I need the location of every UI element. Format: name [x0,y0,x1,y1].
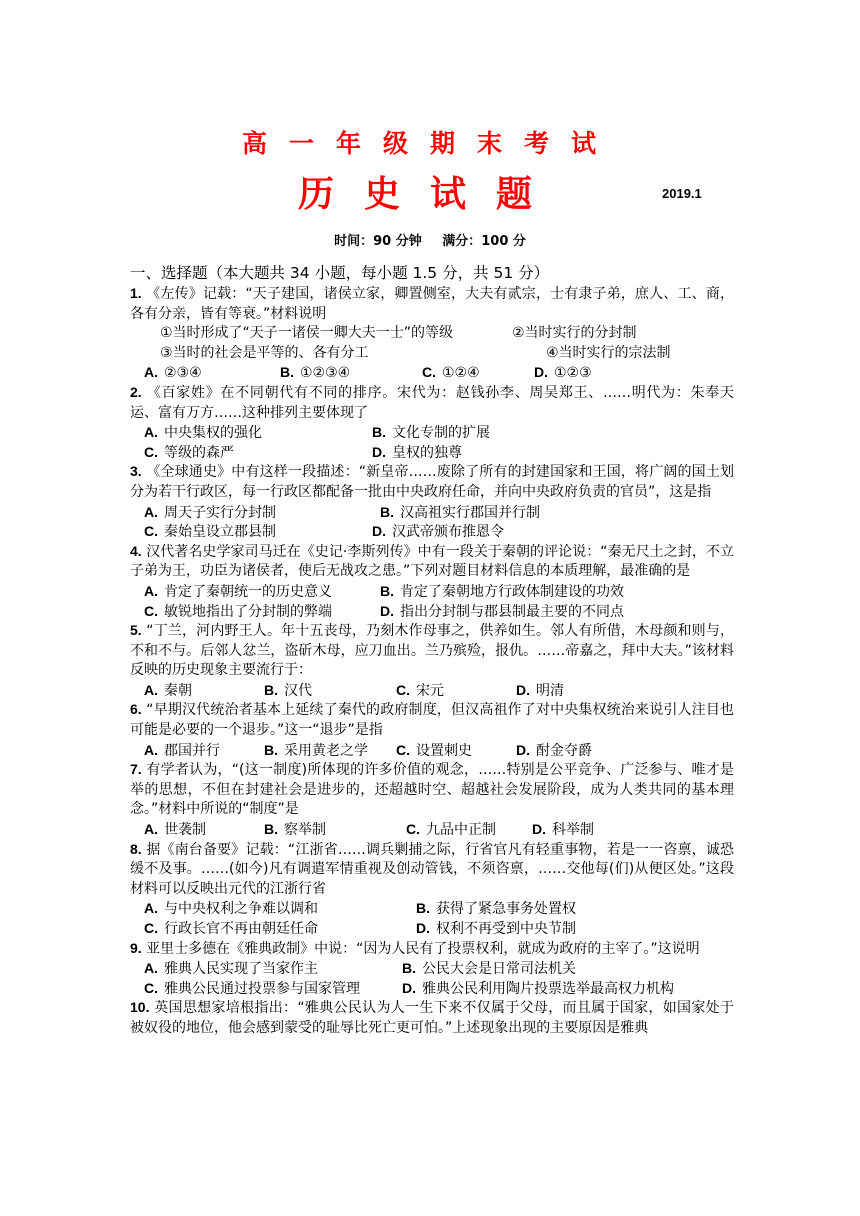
options-row [130,899,734,919]
options-row [130,959,734,979]
exam-time: 时间：90 分钟 [334,234,422,249]
exam-score: 满分：100 分 [442,234,526,249]
exam-year: 2019.1 [662,186,702,201]
option: C. 敏锐地指出了分封制的弊端 [144,602,332,620]
question [130,840,734,939]
options-row [130,423,734,443]
statement: ②当时实行的分封制 [512,325,637,342]
options-row [130,443,734,463]
question-text: 有学者认为，“(这一制度)所体现的许多价值的观念，……特别是公平竞争、广泛参与、唯才是举的思想，不但在封建社会是进步的，还超越时空、超越社会发展阶段，成为人类共同的基本理念。”材料中所说的“制度”是 [130,762,734,818]
question-number: 8. [130,840,142,857]
question-number: 2. [130,383,142,400]
option: B. 肯定了秦朝地方行政体制建设的功效 [380,582,624,600]
question-number: 10. [130,999,150,1016]
option: D. 酎金夺爵 [516,741,592,759]
statement: ③当时的社会是平等的、各有分工 [160,344,369,361]
option: A. 与中央权利之争难以调和 [144,900,318,918]
question-number: 7. [130,761,142,778]
question [130,760,734,839]
option: A. 中央集权的强化 [144,424,262,442]
question-area [130,262,734,1039]
option: C. 秦始皇设立郡县制 [144,523,276,541]
option: D. 权利不再受到中央节制 [416,920,576,937]
question-number: 9. [130,939,142,956]
statement-row [130,324,734,344]
question-number: 4. [130,542,142,559]
question [130,998,734,1038]
question-number: 3. [130,463,142,480]
option: B. 获得了紧急事务处置权 [416,900,576,918]
option: C. 雅典公民通过投票参与国家管理 [144,979,360,997]
question-number: 6. [130,701,142,718]
option: C. 行政长官不再由朝廷任命 [144,920,318,937]
question-text: 亚里士多德在《雅典政制》中说：“因为人民有了投票权利，就成为政府的主宰了。”这说明 [146,940,700,957]
options-row [130,979,734,999]
options-row [130,919,734,939]
option: D. ①②③ [534,364,592,382]
question-text: “早期汉代统治者基本上延续了秦代的政府制度，但汉高祖作了对中央集权统治来说引人注目也可能是必要的一个退步。”这一“退步”是指 [130,702,734,739]
question-text: 《百家姓》在不同朝代有不同的排序。宋代为：赵钱孙李、周吴郑王、……明代为：朱奉天运、富有万方……这种排列主要体现了 [130,384,735,421]
option: B. 察举制 [264,821,326,839]
options-row [130,582,734,602]
option: C. 等级的森严 [144,443,234,461]
question [130,621,734,700]
option: B. 汉代 [264,681,312,699]
option: D. 汉武帝颁布推恩令 [372,523,504,541]
options-row [130,602,734,622]
option: C. ①②④ [422,364,480,382]
options-row [130,681,734,701]
question-text: “丁兰，河内野王人。年十五丧母，乃刻木作母事之，供养如生。邻人有所借，木母颜和则与，不和不与。后邻人忿兰，盗斫木母，应刀血出。兰乃殡殓，报仇。……帝嘉之，拜中大夫。”该材料反映的历史现象主要流行于： [130,623,734,679]
option: A. 郡国并行 [144,741,220,759]
section-title: 一、选择题（本大题共 34 小题，每小题 1.5 分，共 51 分） [130,264,550,282]
options-row [130,820,734,840]
question [130,542,734,621]
option: B. 汉高祖实行郡国并行制 [380,503,540,521]
subject-title: 历史试题 [297,174,562,215]
question [130,700,734,760]
question-number: 1. [130,285,142,301]
option: A. 肯定了秦朝统一的历史意义 [144,582,332,600]
options-row [130,503,734,523]
options-row [130,363,734,383]
option: A. 世袭制 [144,821,206,839]
option: D. 明清 [516,681,564,699]
option: A. 秦朝 [144,681,192,699]
option: A. 雅典人民实现了当家作主 [144,960,318,978]
options-row [130,522,734,542]
option: B. ①②③④ [280,364,351,382]
statement: ④当时实行的宗法制 [546,344,671,361]
option: D. 雅典公民利用陶片投票选举最高权力机构 [402,979,674,997]
question-text: 《左传》记载：“天子建国，诸侯立家，卿置侧室，大夫有贰宗，士有隶子弟，庶人、工、商，各有分亲，皆有等衰。”材料说明 [130,286,734,322]
option: B. 采用黄老之学 [264,741,368,759]
option: A. ②③④ [144,364,202,382]
option: B. 公民大会是日常司法机关 [402,960,576,978]
exam-info [0,230,860,249]
option: D. 科举制 [532,821,594,839]
question-text: 据《南台备要》记载：“江浙省……调兵剿捕之际，行省官凡有轻重事物，若是一一咨禀，诚恐缓不及事。……(如今)凡有调遣军情重视及创动管钱，不须咨禀，……交他每(们)从便区处。”这段材料可以反映出元代的江浙行省 [130,841,734,897]
option: D. 皇权的独尊 [372,443,462,461]
question [130,383,734,462]
option: A. 周天子实行分封制 [144,503,276,521]
question [130,284,734,383]
question-text: 英国思想家培根指出：“雅典公民认为人一生下来不仅属于父母，而且属于国家，如国家处于被奴役的地位，他会感到蒙受的耻辱比死亡更可怕。”上述现象出现的主要原因是雅典 [130,1000,734,1036]
option: C. 设置刺史 [396,741,472,759]
option: C. 宋元 [396,681,444,699]
question [130,462,734,541]
option: B. 文化专制的扩展 [372,424,490,442]
question-number: 5. [130,622,142,639]
question-text: 《全球通史》中有这样一段描述：“新皇帝……废除了所有的封建国家和王国，将广阔的国土划分为若干行政区，每一行政区都配备一批由中央政府任命，并向中央政府负责的官员”，这是指 [130,464,734,500]
statement: ①当时形成了“天子一诸侯一卿大夫一士”的等级 [160,325,454,342]
option: D. 指出分封制与郡县制最主要的不同点 [380,602,624,620]
statement-row [130,344,734,364]
question-text: 汉代著名史学家司马迁在《史记·李斯列传》中有一段关于秦朝的评论说：“秦无尺土之封，不立子弟为王，功臣为诸侯者，使后无战攻之患。”下列对题目材料信息的本质理解，最准确的是 [130,543,735,580]
exam-title: 高一年级期末考试 [241,129,618,158]
option: C. 九品中正制 [406,821,496,839]
question [130,939,734,999]
options-row [130,741,734,761]
